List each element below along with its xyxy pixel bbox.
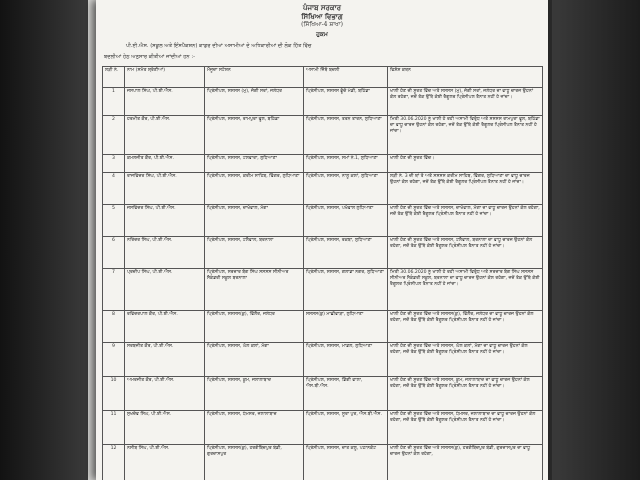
cell-serial: 5 <box>103 205 125 237</box>
table-row <box>103 237 543 269</box>
background-right <box>552 0 640 480</box>
cell-remark: ਲੜੀ ਨੰ. 3 ਦੀ ਥਾਂ ਤੇ ਅਤੇ ਸਸਸਸ ਕਰੀਮ ਸਾਹਿਬ, ਫਿੱਗਰ, ਲੁਧਿਆਣਾ ਦਾ ਵਾਧੂ ਚਾਰਜ ਉਹਨਾਂ ਕੋਲ ਰਹੇਗਾ, ਜਦੋਂ ਤੱਕ ਉੱਥੇ ਕੋਈ ਰੈਗੂਲਰ ਪ੍ਰਿੰਸੀਪਲ ਤੈਨਾਤ ਨਹੀਂ ਹੋ ਜਾਂਦਾ। <box>388 173 543 205</box>
cell-name: ਹਰਮੀਤ ਕੌਰ, ਪੀ.ਈ.ਐਸ. <box>125 116 205 155</box>
cell-name: ਪ੍ਰਦੀਪ ਸਿੰਘ, ਪੀ.ਈ.ਐਸ. <box>125 269 205 311</box>
cell-current: ਪ੍ਰਿੰਸੀਪਲ, ਸਸਸਸ, ਦਾਖੋਵਾਲ, ਮੋਗਾ <box>205 205 304 237</box>
cell-new: ਪ੍ਰਿੰਸੀਪਲ, ਸਸਸਸ ਭੂੱਚੋ ਮੰਡੀ, ਬਠਿੰਡਾ <box>304 88 388 116</box>
header-new-post: ਅਸਾਮੀ ਜਿੱਥੇ ਬਦਲੀ <box>304 67 388 88</box>
header-government: ਪੰਜਾਬ ਸਰਕਾਰ <box>302 3 341 12</box>
table-row <box>103 88 543 116</box>
cell-new: ਪ੍ਰਿੰਸੀਪਲ, ਸਸਸਸ, ਨਾਲੂ ਕਲਾਂ, ਲੁਧਿਆਣਾ <box>304 173 388 205</box>
cell-name: ਸੁਖਦੇਵ ਸਿੰਘ, ਪੀ.ਈ.ਐਸ. <box>125 411 205 445</box>
cell-serial: 9 <box>103 343 125 377</box>
transfer-table <box>102 66 543 480</box>
table-row <box>103 377 543 411</box>
header-serial: ਲੜੀ ਨੰ. <box>103 67 125 88</box>
cell-new: ਪ੍ਰਿੰਸੀਪਲ, ਸਸਸਸ, ਸੂਰਾ ਪੁਰ, ਐਸ.ਬੀ.ਐਸ. <box>304 411 388 445</box>
cell-remark: ਖਾਲੀ ਹੋਣ ਦੀ ਸੂਰਤ ਵਿੱਚ ਅਤੇ ਸਸਸਸ(ਕੁ), ਫਿੱਲੌਰ, ਜਲੰਧਰ ਦਾ ਵਾਧੂ ਚਾਰਜ ਉਹਨਾਂ ਕੋਲ ਰਹੇਗਾ, ਜਦੋਂ ਤੱਕ ਉੱਥੇ ਕੋਈ ਰੈਗੂਲਰ ਪ੍ਰਿੰਸੀਪਲ ਤੈਨਾਤ ਨਹੀਂ ਹੋ ਜਾਂਦਾ। <box>388 311 543 343</box>
cell-name: ਨਰਿੰਦਰ ਸਿੰਘ, ਪੀ.ਈ.ਐਸ. <box>125 237 205 269</box>
cell-remark: ਖਾਲੀ ਹੋਣ ਦੀ ਸੂਰਤ ਵਿੱਚ ਅਤੇ ਸਸਸਸ, ਕੂਮ, ਜਲਾਲਾਬਾਦ ਦਾ ਵਾਧੂ ਚਾਰਜ ਉਹਨਾਂ ਕੋਲ ਰਹੇਗਾ, ਜਦੋਂ ਤੱਕ ਉੱਥੇ ਕੋਈ ਰੈਗੂਲਰ ਪ੍ਰਿੰਸੀਪਲ ਤੈਨਾਤ ਨਹੀਂ ਹੋ ਜਾਂਦਾ। <box>388 377 543 411</box>
cell-remark: ਖਾਲੀ ਹੋਣ ਦੀ ਸੂਰਤ ਵਿੱਚ ਅਤੇ ਸਸਸਸ, ਟਲੈਵਾਲ, ਬਰਨਾਲਾ ਦਾ ਵਾਧੂ ਚਾਰਜ ਉਹਨਾਂ ਕੋਲ ਰਹੇਗਾ, ਜਦੋਂ ਤੱਕ ਉੱਥੇ ਕੋਈ ਰੈਗੂਲਰ ਪ੍ਰਿੰਸੀਪਲ ਤੈਨਾਤ ਨਹੀਂ ਹੋ ਜਾਂਦਾ। <box>388 237 543 269</box>
cell-current: ਪ੍ਰਿੰਸੀਪਲ, ਸਸਸਸ, ਧੰਮਸਰ, ਜਲਾਲਾਬਾਦ <box>205 411 304 445</box>
cell-current: ਪ੍ਰਿੰਸੀਪਲ, ਸਸਸਸ, ਰਾਮਪੁਰਾ ਫੂਲ, ਬਠਿੰਡਾ <box>205 116 304 155</box>
intro-text-2: ਬਦਲੀਆਂ ਹੇਠ ਅਨੁਸਾਰ ਕੀਤੀਆਂ ਜਾਂਦੀਆਂ ਹਨ :- <box>104 54 195 60</box>
cell-new: ਪ੍ਰਿੰਸੀਪਲ, ਸਸਸਸ, ਗਲਾਡਾ ਨਗਰ, ਲੁਧਿਆਣਾ <box>304 269 388 311</box>
background-left <box>0 0 88 480</box>
table-row <box>103 173 543 205</box>
intro-text: ਪੀ.ਈ.ਐਸ. (ਸਕੂਲ ਅਤੇ ਇੰਸਪੈਕਸ਼ਨ) ਕਾਡਰ ਦੀਆਂ ਅਸਾਮੀਆਂ ਦੇ ਅਧਿਕਾਰੀਆਂ ਦੀ ਲੋਕ ਹਿੱਤ ਵਿੱਚ <box>126 43 312 49</box>
cell-serial: 3 <box>103 155 125 173</box>
cell-remark: ਮਿਤੀ 30.06.2020 ਨੂੰ ਖਾਲੀ ਹੋ ਰਹੀ ਅਸਾਮੀ ਵਿਰੁੱਧ ਅਤੇ ਸਸਸਸ ਰਾਮਪੁਰਾ ਫੂਲ, ਬਠਿੰਡਾ ਦਾ ਵਾਧੂ ਚਾਰਜ ਉਹਨਾਂ ਕੋਲ ਰਹੇਗਾ, ਜਦੋਂ ਤੱਕ ਉੱਥੇ ਕੋਈ ਰੈਗੂਲਰ ਪ੍ਰਿੰਸੀਪਲ ਤੈਨਾਤ ਨਹੀਂ ਹੋ ਜਾਂਦਾ। <box>388 116 543 155</box>
cell-current: ਪ੍ਰਿੰਸੀਪਲ, ਸਸਸਸ(ਕੁ), ਫਿੱਲੌਰ, ਜਲੰਧਰ <box>205 311 304 343</box>
cell-name: ਕਮਲਜੀਤ ਕੌਰ, ਪੀ.ਈ.ਐਸ. <box>125 155 205 173</box>
cell-serial: 2 <box>103 116 125 155</box>
header-department: ਸਿੱਖਿਆ ਵਿਭਾਗ <box>301 12 343 21</box>
cell-new: ਪ੍ਰਿੰਸੀਪਲ, ਸਸਸਸ, ਡਿੱਗੀ ਵਾਲਾ, ਐਸ.ਬੀ.ਐਸ. <box>304 377 388 411</box>
cell-serial: 12 <box>103 445 125 480</box>
cell-serial: 11 <box>103 411 125 445</box>
cell-current: ਪ੍ਰਿੰਸੀਪਲ, ਸਸਸਸ(ਕੁ), ਹਰਗੋਬਿੰਦਪੁਰ ਬੰਡੀ, ਗੁਰਦਾਸਪੁਰ <box>205 445 304 480</box>
cell-name: ਅਮਰਜੀਤ ਕੌਰ, ਪੀ.ਈ.ਐਸ. <box>125 377 205 411</box>
table-row <box>103 343 543 377</box>
cell-remark: ਮਿਤੀ 30.06.2020 ਨੂੰ ਖਾਲੀ ਹੋ ਰਹੀ ਅਸਾਮੀ ਵਿਰੁੱਧ ਅਤੇ ਸਰਦਾਰ ਬੇਗ ਸਿੰਘ ਸਸਸਸ ਸੀਨੀਅਰ ਸੈਕੰਡਰੀ ਸਕੂਲ, ਬਰਨਾਲਾ ਦਾ ਵਾਧੂ ਚਾਰਜ ਉਹਨਾਂ ਕੋਲ ਰਹੇਗਾ, ਜਦੋਂ ਤੱਕ ਉੱਥੇ ਕੋਈ ਰੈਗੂਲਰ ਪ੍ਰਿੰਸੀਪਲ ਤੈਨਾਤ ਨਹੀਂ ਹੋ ਜਾਂਦਾ। <box>388 269 543 311</box>
cell-serial: 8 <box>103 311 125 343</box>
cell-new: ਪ੍ਰਿੰਸੀਪਲ, ਸਸਸਸ, ਰਕਬਾ, ਲੁਧਿਆਣਾ <box>304 237 388 269</box>
paper-edge <box>88 0 96 480</box>
header-current-station: ਮੌਜੂਦਾ ਸਟੇਸ਼ਨ <box>205 67 304 88</box>
cell-name: ਨਸੀਬ ਸਿੰਘ, ਪੀ.ਈ.ਐਸ. <box>125 445 205 480</box>
cell-new: ਪ੍ਰਿੰਸੀਪਲ, ਸਸਸਸ, ਸਮਾਂ ਨੰ.1, ਲੁਧਿਆਣਾ <box>304 155 388 173</box>
cell-serial: 1 <box>103 88 125 116</box>
header-order: ਹੁਕਮ <box>316 31 328 38</box>
cell-current: ਪ੍ਰਿੰਸੀਪਲ, ਸਸਸਸ, ਕਰੀਮ ਸਾਹਿਬ, ਫਿੱਗਰ, ਲੁਧਿਆਣਾ <box>205 173 304 205</box>
cell-remark: ਖਾਲੀ ਹੋਣ ਦੀ ਸੂਰਤ ਵਿੱਚ ਅਤੇ ਸਸਸਸ, ਘੱਲ ਕਲਾਂ, ਮੋਗਾ ਦਾ ਵਾਧੂ ਚਾਰਜ ਉਹਨਾਂ ਕੋਲ ਰਹੇਗਾ, ਜਦੋਂ ਤੱਕ ਉੱਥੇ ਕੋਈ ਰੈਗੂਲਰ ਪ੍ਰਿੰਸੀਪਲ ਤੈਨਾਤ ਨਹੀਂ ਹੋ ਜਾਂਦਾ। <box>388 343 543 377</box>
cell-name: ਜਸਵਿੰਦਰ ਸਿੰਘ, ਪੀ.ਈ.ਐਸ. <box>125 205 205 237</box>
cell-remark: ਖਾਲੀ ਹੋਣ ਦੀ ਸੂਰਤ ਵਿੱਚ ਅਤੇ ਸਸਸਸ (ਮੁ), ਜੋਗੀ ਸਰਾਂ, ਜਲੰਧਰ ਦਾ ਵਾਧੂ ਚਾਰਜ ਉਹਨਾਂ ਕੋਲ ਰਹੇਗਾ, ਜਦੋਂ ਤੱਕ ਉੱਥੇ ਕੋਈ ਰੈਗੂਲਰ ਪ੍ਰਿੰਸੀਪਲ ਤੈਨਾਤ ਨਹੀਂ ਹੋ ਜਾਂਦਾ। <box>388 88 543 116</box>
cell-new: ਪ੍ਰਿੰਸੀਪਲ, ਸਸਸਸ, ਦਾਤ ਕਲੂ, ਪਠਾਨਕੋਟ <box>304 445 388 480</box>
cell-current: ਪ੍ਰਿੰਸੀਪਲ, ਸਰਦਾਰ ਬੇਗ ਸਿੰਘ ਸਸਸਸ ਸੀਨੀਅਰ ਸੈਕੰਡਰੀ ਸਕੂਲ ਬਰਨਾਲਾ <box>205 269 304 311</box>
cell-remark: ਖਾਲੀ ਹੋਣ ਦੀ ਸੂਰਤ ਵਿੱਚ ਅਤੇ ਸਸਸਸ, ਧੰਮਸਰ, ਜਲਾਲਾਬਾਦ ਦਾ ਵਾਧੂ ਚਾਰਜ ਉਹਨਾਂ ਕੋਲ ਰਹੇਗਾ, ਜਦੋਂ ਤੱਕ ਉੱਥੇ ਕੋਈ ਰੈਗੂਲਰ ਪ੍ਰਿੰਸੀਪਲ ਤੈਨਾਤ ਨਹੀਂ ਹੋ ਜਾਂਦਾ। <box>388 411 543 445</box>
table-row <box>103 269 543 311</box>
table-row <box>103 411 543 445</box>
header-remarks: ਵਿਸ਼ੇਸ਼ ਕਥਨ <box>388 67 543 88</box>
cell-remark: ਖਾਲੀ ਹੋਣ ਦੀ ਸੂਰਤ ਵਿੱਚ ਅਤੇ ਸਸਸਸ(ਕੁ), ਹਰਗੋਬਿੰਦਪੁਰ ਬੰਡੀ, ਗੁਰਦਾਸਪੁਰ ਦਾ ਵਾਧੂ ਚਾਰਜ ਉਹਨਾਂ ਕੋਲ ਰਹੇਗਾ, <box>388 445 543 480</box>
cell-serial: 10 <box>103 377 125 411</box>
table-row <box>103 311 543 343</box>
cell-new: ਪ੍ਰਿੰਸੀਪਲ, ਸਸਸਸ, ਮਾਡਲ, ਲੁਧਿਆਣਾ <box>304 343 388 377</box>
header-branch: (ਸਿੱਖਿਆ-4 ਸ਼ਾਖਾ) <box>301 21 343 28</box>
cell-serial: 7 <box>103 269 125 311</box>
cell-serial: 6 <box>103 237 125 269</box>
table-row <box>103 445 543 480</box>
table-row <box>103 155 543 173</box>
cell-current: ਪ੍ਰਿੰਸੀਪਲ, ਸਸਸਸ, ਘੱਲ ਕਲਾਂ, ਮੋਗਾ <box>205 343 304 377</box>
cell-current: ਪ੍ਰਿੰਸੀਪਲ, ਸਸਸਸ, ਟਲੈਵਾਲ, ਬਰਨਾਲਾ <box>205 237 304 269</box>
cell-new: ਸਸਸਸ(ਕੁ) ਮਾਛੀਵਾੜਾ, ਲੁਧਿਆਣਾ <box>304 311 388 343</box>
cell-new: ਪ੍ਰਿੰਸੀਪਲ, ਸਸਸਸ, ਤਰਨ ਤਾਰਨ, ਲੁਧਿਆਣਾ <box>304 116 388 155</box>
cell-current: ਪ੍ਰਿੰਸੀਪਲ, ਸਸਸਸ, ਕੂਮ, ਜਲਾਲਾਬਾਦ <box>205 377 304 411</box>
cell-name: ਸਰਬਜੀਤ ਕੌਰ, ਪੀ.ਈ.ਐਸ. <box>125 343 205 377</box>
cell-new: ਪ੍ਰਿੰਸੀਪਲ, ਸਸਸਸ, ਪਖੋਵਾਲ ਲੁਧਿਆਣਾ <box>304 205 388 237</box>
cell-name: ਜਸਪਾਲ ਸਿੰਘ, ਪੀ.ਈ.ਐਸ. <box>125 88 205 116</box>
cell-remark: ਖਾਲੀ ਹੋਣ ਦੀ ਸੂਰਤ ਵਿੱਚ ਅਤੇ ਸਸਸਸ, ਦਾਖੋਵਾਲ, ਮੋਗਾ ਦਾ ਵਾਧੂ ਚਾਰਜ ਉਹਨਾਂ ਕੋਲ ਰਹੇਗਾ, ਜਦੋਂ ਤੱਕ ਉੱਥੇ ਕੋਈ ਰੈਗੂਲਰ ਪ੍ਰਿੰਸੀਪਲ ਤੈਨਾਤ ਨਹੀਂ ਹੋ ਜਾਂਦਾ। <box>388 205 543 237</box>
table-row <box>103 205 543 237</box>
cell-name: ਰਾਜਵਿੰਦਰ ਸਿੰਘ, ਪੀ.ਈ.ਐਸ. <box>125 173 205 205</box>
cell-current: ਪ੍ਰਿੰਸੀਪਲ, ਸਸਸਸ (ਮੁ), ਜੋਗੀ ਸਰਾਂ, ਜਲੰਧਰ <box>205 88 304 116</box>
table-row <box>103 116 543 155</box>
cell-name: ਰਵਿੰਦਰਪਾਲ ਕੌਰ, ਪੀ.ਈ.ਐਸ. <box>125 311 205 343</box>
document-page <box>96 0 548 480</box>
cell-current: ਪ੍ਰਿੰਸੀਪਲ, ਸਸਸਸ, ਟਲਵਾਰਾ, ਲੁਧਿਆਣਾ <box>205 155 304 173</box>
table-header-row <box>103 67 543 88</box>
header-name: ਨਾਮ (ਸਮੇਤ ਸ਼੍ਰੇਣੀਆਂ) <box>125 67 205 88</box>
cell-serial: 4 <box>103 173 125 205</box>
cell-remark: ਖਾਲੀ ਹੋਣ ਦੀ ਸੂਰਤ ਵਿੱਚ। <box>388 155 543 173</box>
